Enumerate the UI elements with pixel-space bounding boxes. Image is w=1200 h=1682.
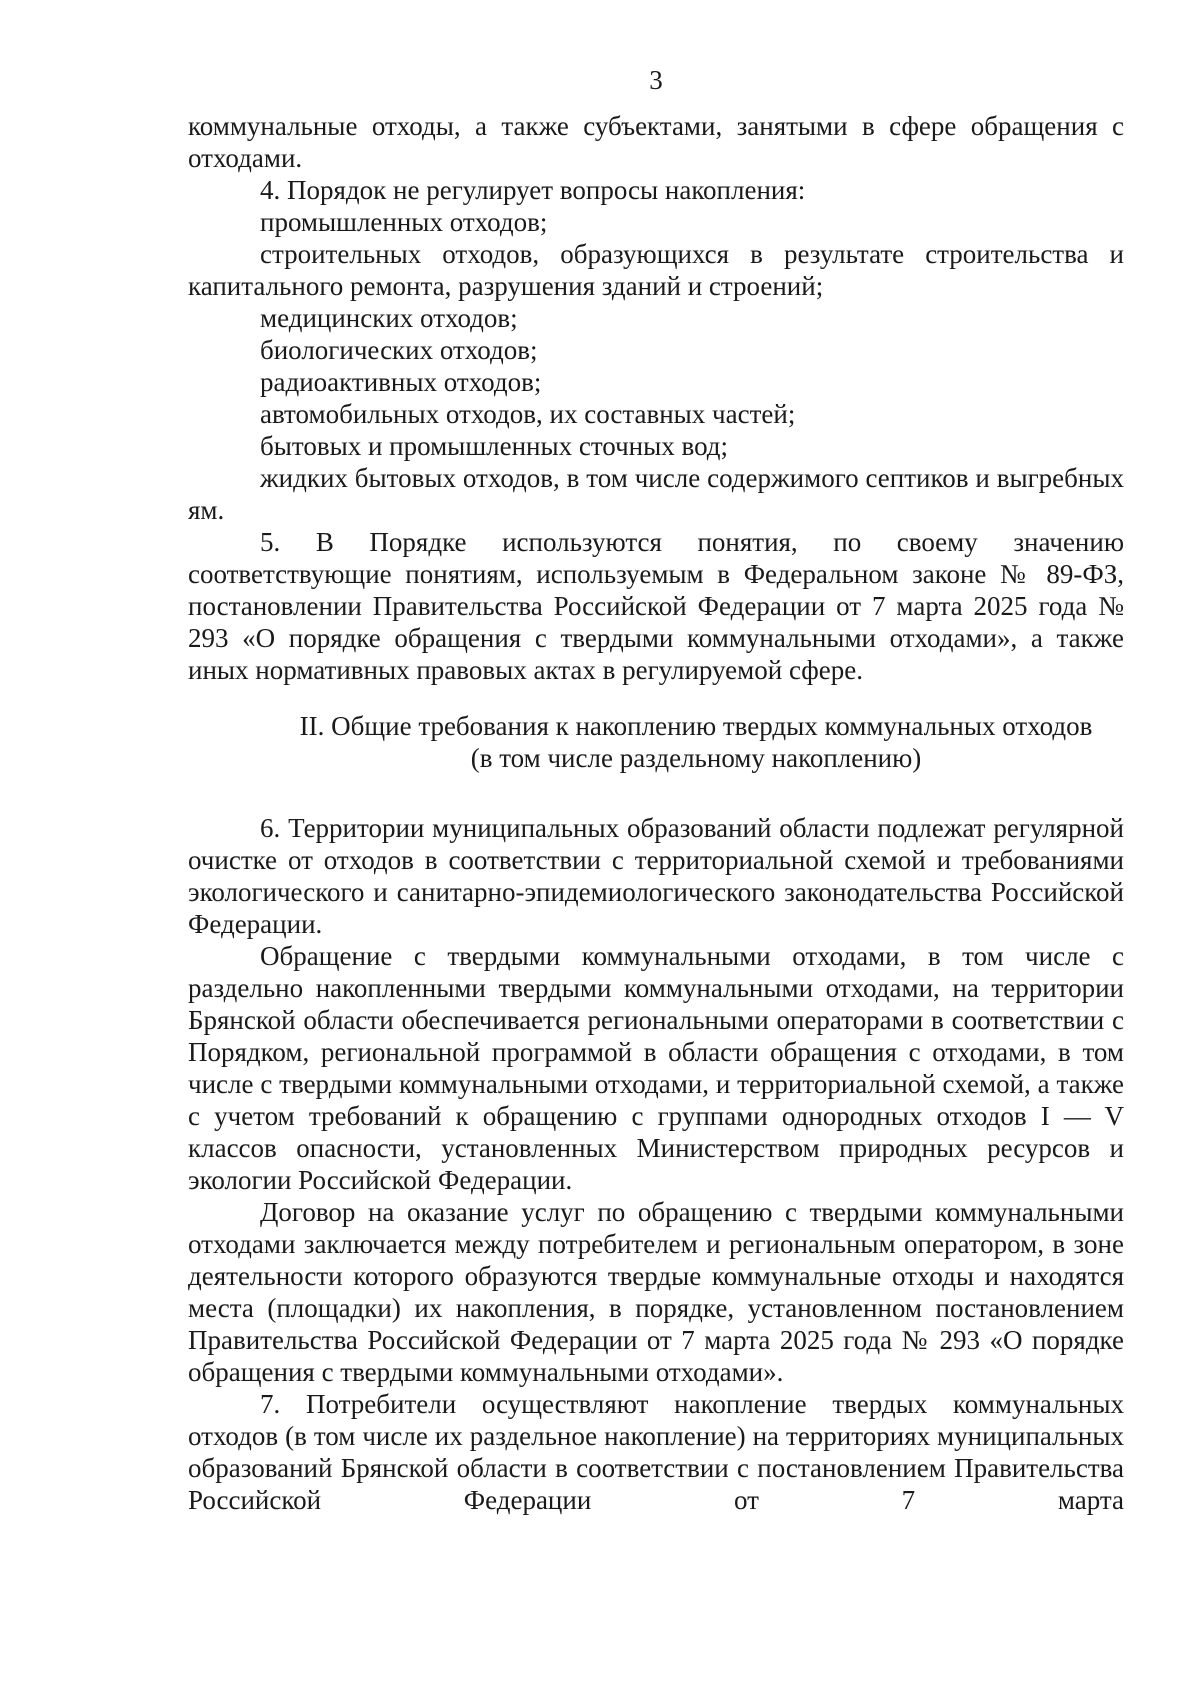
paragraph-p5: медицинских отходов;	[260, 303, 518, 333]
spacer	[188, 774, 1124, 812]
paragraph-p13: Обращение с твердыми коммунальными отходами, в том числе с раздельно накопленными твердыми коммунальными отходами, на территории Брянской области обеспечивается региональными операторами в соответствии с Порядком, региональной программой в области обращения с отходами, в том числе с твердыми коммунальными отходами, и территориальной схемой, а также с учетом требований к обращению с группами однородных отходов I — V классов опасности, установленных Министерством природных ресурсов и экологии Российской Федерации.	[188, 941, 1124, 1195]
page-number: 3	[649, 65, 663, 95]
paragraph-p12: 6. Территории муниципальных образований области подлежат регулярной очистке от отходов в соответствии с территориальной схемой и требованиями экологического и санитарно-эпидемиологического законодательства Российской Федерации.	[188, 813, 1124, 939]
document-body	[188, 110, 1124, 1516]
paragraph-p11: 5. В Порядке используются понятия, по своему значению соответствующие понятиям, используемым в Федеральном законе № 89-ФЗ, постановлении Правительства Российской Федерации от 7 марта 2025 года № 293 «О порядке обращения с твердыми коммунальными отходами», а также иных нормативных правовых актах в регулируемой сфере.	[188, 527, 1124, 685]
paragraphs-after-heading	[188, 812, 1124, 1516]
paragraph-p14: Договор на оказание услуг по обращению с твердыми коммунальными отходами заключается между потребителем и региональным оператором, в зоне деятельности которого образуются твердые коммунальные отходы и находятся места (площадки) их накопления, в порядке, установленном постановлением Правительства Российской Федерации от 7 марта 2025 года № 293 «О порядке обращения с твердыми коммунальными отходами».	[188, 1197, 1124, 1387]
paragraph-p4: строительных отходов, образующихся в результате строительства и капитального ремонта, разрушения зданий и строений;	[188, 239, 1124, 301]
paragraph-p15: 7. Потребители осуществляют накопление твердых коммунальных отходов (в том числе их раздельное накопление) на территориях муниципальных образований Брянской области в соответствии с постановлением Правительства Российской Федерации от 7 марта	[188, 1389, 1124, 1515]
section-heading-line-2: (в том числе раздельному накоплению)	[470, 743, 922, 773]
paragraph-p8: автомобильных отходов, их составных частей;	[260, 399, 796, 429]
paragraph-p7: радиоактивных отходов;	[260, 367, 542, 397]
paragraph-p2: 4. Порядок не регулирует вопросы накопления:	[260, 175, 806, 205]
paragraph-p1: коммунальные отходы, а также субъектами, занятыми в сфере обращения с отходами.	[188, 111, 1124, 173]
section-heading-line-1: II. Общие требования к накоплению твердых коммунальных отходов	[299, 711, 1093, 741]
paragraph-p6: биологических отходов;	[260, 335, 538, 365]
paragraph-p10: жидких бытовых отходов, в том числе содержимого септиков и выгребных ям.	[188, 463, 1124, 525]
paragraphs-before-heading	[188, 110, 1124, 686]
paragraph-p9: бытовых и промышленных сточных вод;	[260, 431, 729, 461]
paragraph-p3: промышленных отходов;	[260, 207, 548, 237]
spacer	[188, 686, 1124, 710]
